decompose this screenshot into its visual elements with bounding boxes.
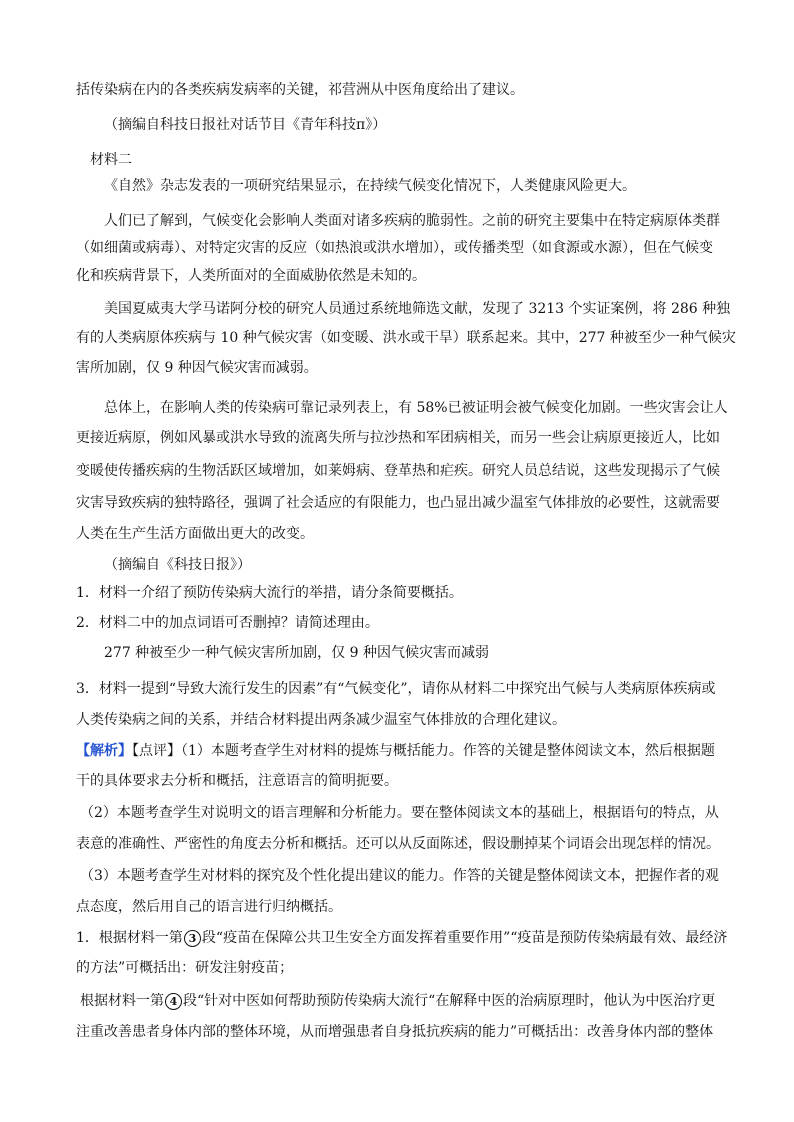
quoted-phrase [104,643,754,663]
text-line: 《自然》杂志发表的一项研究结果显示，在持续气候变化情况下，人类健康风险更大。 [104,178,636,194]
text-segment: 段“疫苗在保障公共卫生安全方面发挥着重要作用”“疫苗是预防传染病最有效、最经济 [201,930,728,946]
circled-number: 3 [184,930,201,947]
analysis-tag: 【解析】 [76,743,132,759]
text-line: 更接近病原，例如风暴或洪水导致的流离失所与拉沙热和军团病相关，而另一些会让病原更接近人，比如 [76,430,720,446]
emphasis-char: 至 [637,330,652,346]
text-line: （2）本题考查学生对说明文的语言理解和分析能力。要在整体阅读文本的基础上，根据语句的特点，从 [80,805,719,821]
question-1: 1．材料一介绍了预防传染病大流行的举措，请分条简要概括。 [76,585,463,601]
text-line: 干的具体要求去分析和概括，注意语言的简明扼要。 [76,773,398,789]
text-line: 括传染病在内的各类疾病发病率的关键，祁营洲从中医角度给出了建议。 [76,82,524,98]
question-2: 2．材料二中的加点词语可否删掉？请简述理由。 [76,615,379,631]
emphasis-char: 至 [163,645,178,661]
text-segment: 277 种被 [104,645,164,661]
text-line: 美国夏威夷大学马诺阿分校的研究人员通过系统地筛选文献，发现了 3213 个实证案例，将 286 种独 [104,301,731,317]
text-line: 人类在生产生活方面做出更大的改变。 [76,526,314,542]
text-line: 灾害导致疾病的独特路径，强调了社会适应的有限能力，也凸显出减少温室气体排放的必要性，这就需要 [76,495,720,511]
text-line [76,358,754,378]
text-segment: 9 种因气候灾害而减弱。 [160,360,318,376]
text-line: 表意的准确性、严密性的角度去分析和概括。还可以从反面陈述，假设删掉某个词语会出现怎样的情况。 [76,836,720,852]
emphasis-char: 仅 [331,645,346,661]
circled-number: 4 [165,993,182,1010]
text-segment: 【点评】（1）本题考查学生对材料的提炼与概括能力。作答的关键是整体阅读文本，然后根据题 [132,743,715,759]
text-line: 总体上，在影响人类的传染病可靠记录列表上，有 58%已被证明会被气候变化加剧。一些灾害会让人 [104,400,728,416]
text-line: 人类传染病之间的关系，并结合材料提出两条减少温室气体排放的合理化建议。 [76,712,566,728]
text-segment: 一种气候灾害所加剧， [191,645,332,661]
answer-line [76,928,754,948]
section-heading: 材料二 [90,152,132,168]
text-segment: 害所加剧， [76,360,146,376]
text-line: （3）本题考查学生对材料的探究及个性化提出建议的能力。作答的关键是整体阅读文本，把握作者的观 [80,868,719,884]
text-line: 变暖使传播疾病的生物活跃区域增加，如莱姆病、登革热和疟疾。研究人员总结说，这些发现揭示了气候 [76,463,720,479]
emphasis-char: 少 [177,645,192,661]
text-line: 注重改善患者身体内部的整体环境，从而增强患者自身抵抗疾病的能力”可概括出：改善身体内部的整体 [76,1024,714,1040]
text-segment: 有的人类病原体疾病与 10 种气候灾害（如变暖、洪水或干旱）联系起来。其中，277 种被 [76,330,638,346]
text-segment: 段“针对中医如何帮助预防传染病大流行“在解释中医的治病原理时，他认为中医治疗更 [183,993,716,1009]
text-line [76,328,754,348]
answer-line [80,991,754,1011]
text-segment: 一种气候灾 [665,330,736,346]
source-note: （摘编自科技日报社对话节目《青年科技π》） [104,117,387,133]
question-3: 3．材料一提到“导致大流行发生的因素”有“气候变化”，请你从材料二中探究出气候与人类病原体疾病或 [76,681,716,697]
text-line: 人们已了解到，气候变化会影响人类面对诸多疾病的脆弱性。之前的研究主要集中在特定病原体类群 [104,213,720,229]
emphasis-char: 仅 [146,360,160,376]
analysis-line [76,741,754,761]
text-segment: 9 种因气候灾害而减弱 [345,645,489,661]
text-line: 的方法”可概括出：研发注射疫苗； [76,960,294,976]
text-line: （如细菌或病毒）、对特定灾害的反应（如热浪或洪水增加），或传播类型（如食源或水源），但在气候变 [76,240,713,256]
text-segment: 根据材料一第 [80,993,164,1009]
emphasis-char: 少 [651,330,666,346]
text-line: 化和疾病背景下，人类所面对的全面威胁依然是未知的。 [76,268,426,284]
text-segment: 1．根据材料一第 [76,930,183,946]
source-note: （摘编自《科技日报》） [104,557,251,573]
text-line: 点态度，然后用自己的语言进行归纳概括。 [76,899,342,915]
